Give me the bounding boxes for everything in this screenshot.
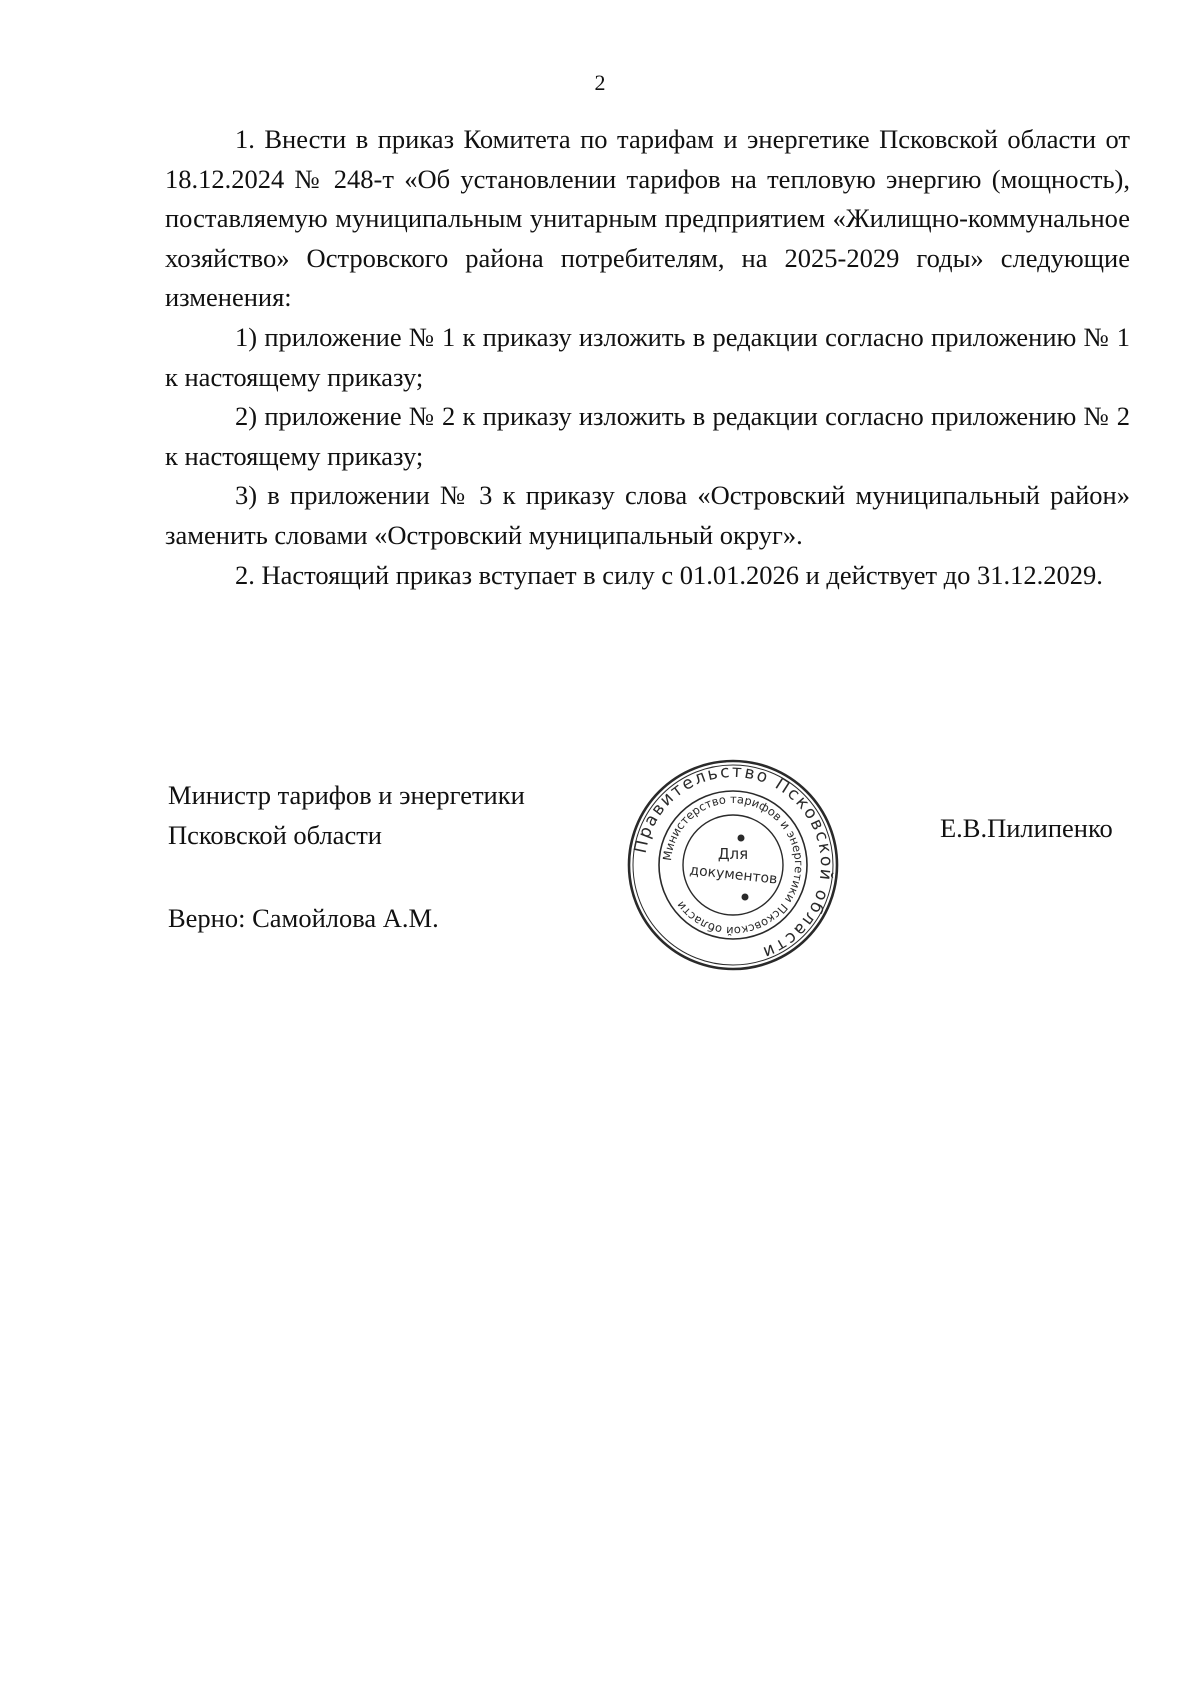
stamp-star-top	[738, 835, 745, 842]
official-stamp	[623, 755, 843, 975]
signatory-name: Е.В.Пилипенко	[940, 813, 1113, 843]
stamp-outer-text: Правительство Псковской области	[630, 761, 837, 963]
paragraph-1-item-2: 2) приложение № 2 к приказу изложить в редакции согласно приложению № 2 к настоящему приказу;	[165, 401, 1130, 471]
paragraph-1-item-1: 1) приложение № 1 к приказу изложить в редакции согласно приложению № 1 к настоящему приказу;	[165, 321, 1130, 392]
stamp-center-line-1: Для	[717, 845, 749, 863]
paragraph-1: 1. Внести в приказ Комитета по тарифам и энергетике Псковской области от 18.12.2024 № 248-т «Об установлении тарифов на тепловую энергию (мощность), поставляемую муниципальным унитарным предприятием «Жилищно-коммунальное хозяйство» Островского района потребителям, на 2025-2029 годы» следующие изменения:	[165, 124, 1130, 313]
signatory-position-line-2: Псковской области	[168, 820, 382, 850]
stamp-star-bottom	[742, 894, 749, 901]
signatory-position-line-1: Министр тарифов и энергетики	[168, 780, 525, 810]
certification-line: Верно: Самойлова А.М.	[168, 903, 439, 933]
paragraph-2: 2. Настоящий приказ вступает в силу с 01.01.2026 и действует до 31.12.2029.	[235, 559, 1103, 590]
page-number: 2	[594, 70, 606, 95]
paragraph-1-item-3: 3) в приложении № 3 к приказу слова «Островский муниципальный район» заменить словами «Островский муниципальный округ».	[165, 480, 1130, 550]
stamp-center-line-2: документов	[688, 862, 779, 888]
stamp-inner-text: Министерство тарифов и энергетики Псковской области	[660, 791, 807, 939]
stamp-middle-ring	[659, 791, 807, 939]
signatory-position	[168, 775, 525, 855]
document-body	[165, 120, 1130, 595]
